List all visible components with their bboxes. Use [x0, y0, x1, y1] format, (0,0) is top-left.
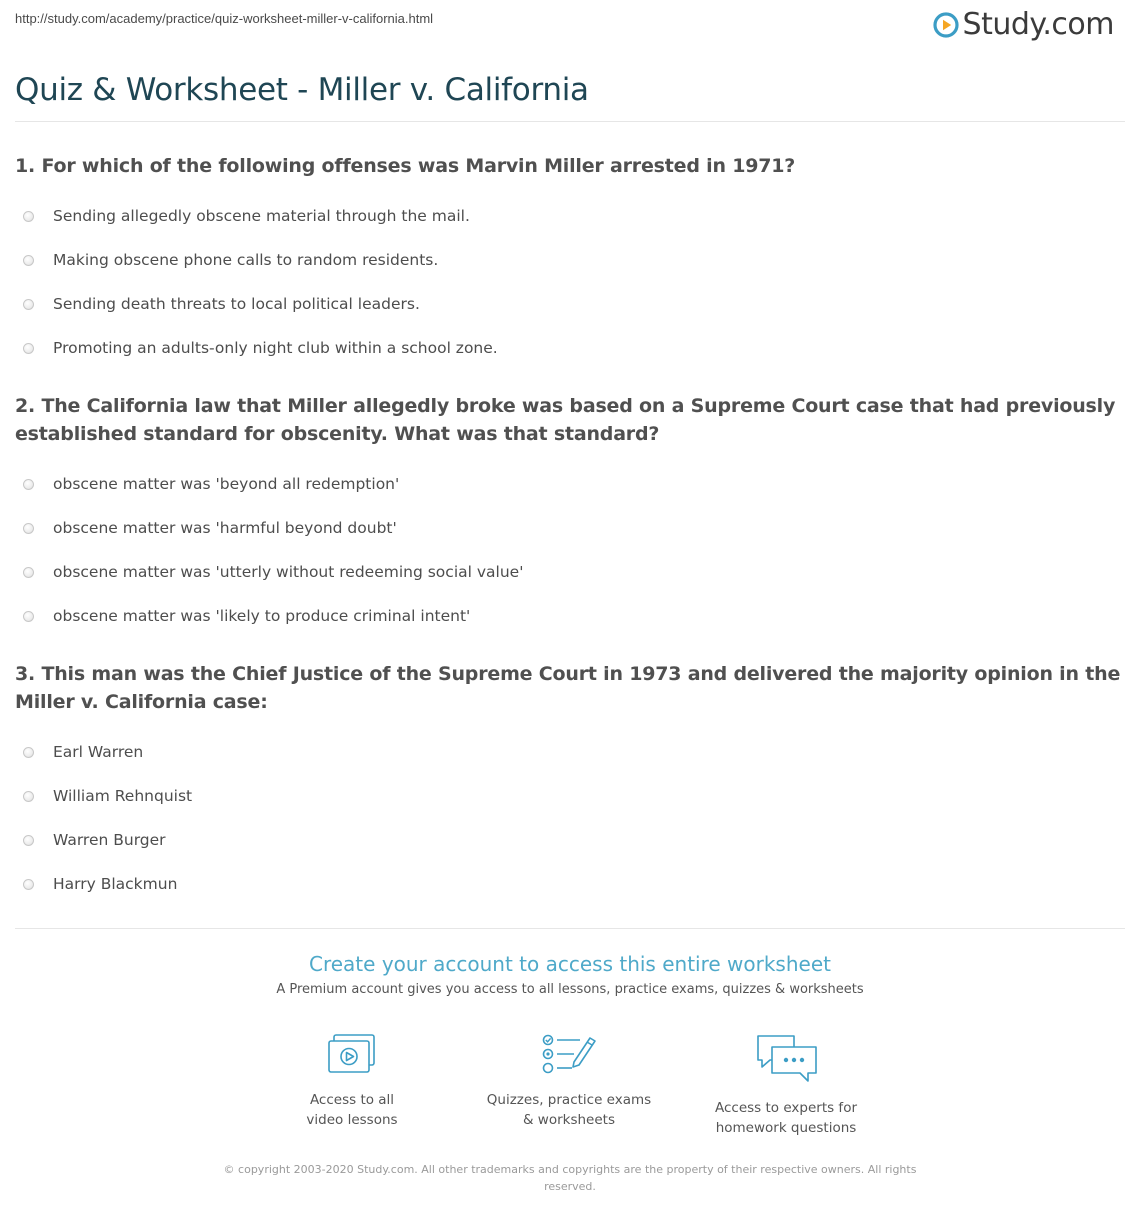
answer-option[interactable]: [15, 774, 1127, 818]
radio-button[interactable]: [23, 343, 34, 354]
radio-button[interactable]: [23, 791, 34, 802]
feature-experts: [686, 1032, 886, 1138]
answer-label: Sending allegedly obscene material through the mail.: [53, 207, 470, 225]
answer-label: Harry Blackmun: [53, 875, 178, 893]
page-url: http://study.com/academy/practice/quiz-worksheet-miller-v-california.html: [15, 11, 434, 26]
question-text: 1. For which of the following offenses was Marvin Miller arrested in 1971?: [15, 155, 796, 177]
radio-button[interactable]: [23, 835, 34, 846]
answer-option[interactable]: [15, 326, 1127, 370]
feature-label: Quizzes, practice exams & worksheets: [486, 1092, 652, 1128]
radio-button[interactable]: [23, 567, 34, 578]
answer-option[interactable]: [15, 462, 1127, 506]
answer-list: [15, 194, 1127, 370]
question-2: [15, 392, 1127, 638]
feature-video-lessons: [252, 1032, 452, 1130]
question-3: [15, 660, 1127, 906]
answer-option[interactable]: [15, 238, 1127, 282]
title-divider: [15, 121, 1125, 122]
radio-button[interactable]: [23, 747, 34, 758]
question-1: [15, 152, 1127, 370]
radio-button[interactable]: [23, 523, 34, 534]
cta-divider: [15, 928, 1125, 929]
cta-subtitle: A Premium account gives you access to all lessons, practice exams, quizzes & worksheets: [276, 982, 864, 997]
answer-label: Making obscene phone calls to random residents.: [53, 251, 439, 269]
answer-label: Promoting an adults-only night club within a school zone.: [53, 339, 498, 357]
radio-button[interactable]: [23, 611, 34, 622]
answer-label: William Rehnquist: [53, 787, 193, 805]
question-list: [15, 152, 1127, 928]
radio-button[interactable]: [23, 299, 34, 310]
feature-label: Access to all video lessons: [306, 1092, 398, 1128]
radio-button[interactable]: [23, 211, 34, 222]
answer-list: [15, 462, 1127, 638]
feature-quizzes: [469, 1032, 669, 1130]
chat-bubbles-icon: [754, 1032, 818, 1084]
logo-text: Study.com: [962, 7, 1114, 42]
quiz-checklist-icon: [540, 1032, 598, 1076]
answer-label: Sending death threats to local political leaders.: [53, 295, 420, 313]
cta-title[interactable]: Create your account to access this entire worksheet: [309, 952, 831, 976]
answer-label: Earl Warren: [53, 743, 144, 761]
feature-label: Access to experts for homework questions: [714, 1100, 857, 1136]
answer-option[interactable]: [15, 862, 1127, 906]
answer-label: obscene matter was 'harmful beyond doubt': [53, 519, 397, 537]
answer-option[interactable]: [15, 282, 1127, 326]
answer-option[interactable]: [15, 594, 1127, 638]
radio-button[interactable]: [23, 879, 34, 890]
study-logo[interactable]: [933, 6, 1114, 44]
answer-label: obscene matter was 'utterly without redeeming social value': [53, 563, 524, 581]
answer-option[interactable]: [15, 550, 1127, 594]
radio-button[interactable]: [23, 479, 34, 490]
answer-option[interactable]: [15, 730, 1127, 774]
signup-cta: [0, 950, 1140, 997]
answer-option[interactable]: [15, 818, 1127, 862]
play-circle-icon: [933, 12, 959, 38]
answer-label: obscene matter was 'likely to produce criminal intent': [53, 607, 471, 625]
answer-label: Warren Burger: [53, 831, 166, 849]
answer-label: obscene matter was 'beyond all redemption': [53, 475, 400, 493]
question-text: 3. This man was the Chief Justice of the Supreme Court in 1973 and delivered the majority opinion in the Miller v. California case:: [15, 663, 1121, 713]
answer-option[interactable]: [15, 194, 1127, 238]
question-text: 2. The California law that Miller allegedly broke was based on a Supreme Court case that had previously established standard for obscenity. What was that standard?: [15, 395, 1116, 445]
answer-list: [15, 730, 1127, 906]
page-title: Quiz & Worksheet - Miller v. California: [15, 72, 589, 108]
answer-option[interactable]: [15, 506, 1127, 550]
copyright-notice: © copyright 2003-2020 Study.com. All other trademarks and copyrights are the property of their respective owners. All rights reserved.: [223, 1163, 917, 1193]
video-lessons-icon: [326, 1032, 378, 1076]
radio-button[interactable]: [23, 255, 34, 266]
